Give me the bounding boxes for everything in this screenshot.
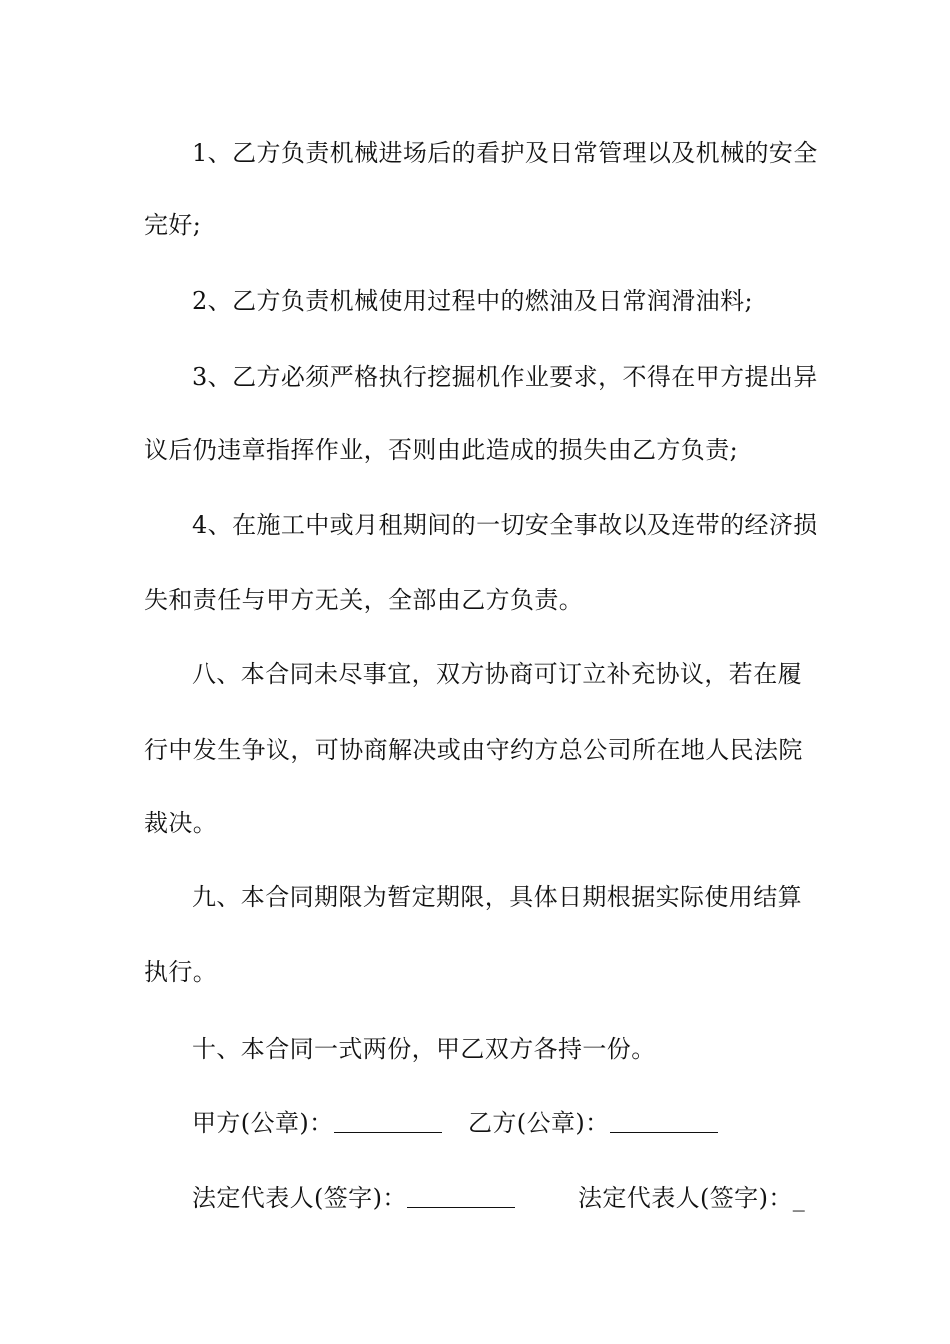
party-a-seal-row <box>192 1108 442 1138</box>
clause-8-line-3: 裁决。 <box>144 809 218 837</box>
rep-a-label: 法定代表人(签字)： <box>192 1184 407 1212</box>
party-a-seal-blank <box>334 1110 442 1133</box>
clause-9-line-1: 九、本合同期限为暂定期限，具体日期根据实际使用结算 <box>192 883 802 911</box>
clause-7-1-line-1: 1、乙方负责机械进场后的看护及日常管理以及机械的安全 <box>192 139 818 167</box>
rep-a-blank <box>407 1185 515 1208</box>
party-a-seal-label: 甲方(公章)： <box>192 1109 334 1137</box>
rep-b-label: 法定代表人(签字)：_ <box>578 1184 806 1212</box>
clause-7-4-line-1: 4、在施工中或月租期间的一切安全事故以及连带的经济损 <box>192 511 818 539</box>
clause-8-line-1: 八、本合同未尽事宜，双方协商可订立补充协议，若在履 <box>192 660 802 688</box>
clause-7-1-line-2: 完好; <box>144 211 202 239</box>
rep-a-row <box>192 1183 515 1213</box>
clause-7-4-line-2: 失和责任与甲方无关，全部由乙方负责。 <box>144 586 584 614</box>
clause-7-2: 2、乙方负责机械使用过程中的燃油及日常润滑油料; <box>192 287 753 315</box>
clause-7-3-line-1: 3、乙方必须严格执行挖掘机作业要求，不得在甲方提出异 <box>192 363 818 391</box>
party-b-seal-blank <box>610 1110 718 1133</box>
party-b-seal-row <box>468 1108 718 1138</box>
clause-8-line-2: 行中发生争议，可协商解决或由守约方总公司所在地人民法院 <box>144 736 803 764</box>
party-b-seal-label: 乙方(公章)： <box>468 1109 610 1137</box>
clause-9-line-2: 执行。 <box>144 958 218 986</box>
clause-10: 十、本合同一式两份，甲乙双方各持一份。 <box>192 1035 656 1063</box>
clause-7-3-line-2: 议后仍违章指挥作业，否则由此造成的损失由乙方负责; <box>144 436 739 464</box>
